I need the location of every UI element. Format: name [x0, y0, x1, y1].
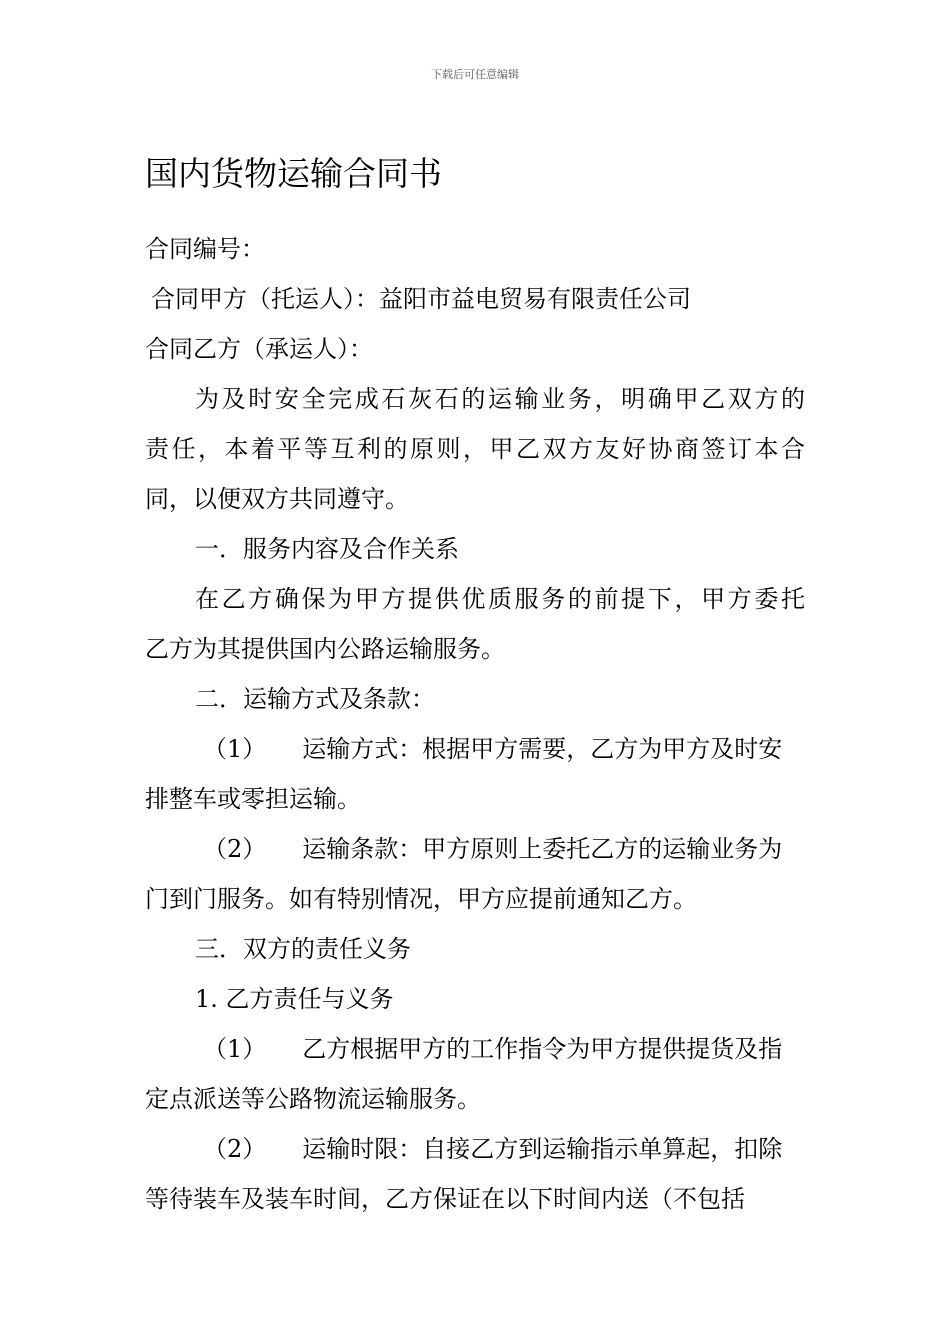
- section-3-item-1: [145, 1024, 805, 1074]
- item-text: 运输时限：自接乙方到运输指示单算起，扣除: [302, 1135, 783, 1163]
- item-number: （1）: [203, 1035, 267, 1063]
- intro-paragraph-line: 同，以便双方共同遵守。: [145, 485, 409, 513]
- section-1-paragraph-line: 乙方为其提供国内公路运输服务。: [145, 635, 505, 663]
- section-1-paragraph-line: 在乙方确保为甲方提供优质服务的前提下，甲方委托: [195, 585, 805, 613]
- item-text: 运输条款：甲方原则上委托乙方的运输业务为: [302, 835, 783, 863]
- item-number: （1）: [203, 735, 267, 763]
- document-title: 国内货物运输合同书: [145, 154, 442, 193]
- intro-paragraph-line: 为及时安全完成石灰石的运输业务，明确甲乙双方的: [195, 385, 805, 413]
- party-b-line: 合同乙方（承运人）：: [145, 335, 373, 363]
- section-2-item-1: [145, 724, 805, 774]
- section-2-item-2-continuation: 门到门服务。如有特别情况，甲方应提前通知乙方。: [145, 885, 697, 913]
- item-number: （2）: [203, 835, 267, 863]
- item-text: 运输方式：根据甲方需要，乙方为甲方及时安: [302, 735, 783, 763]
- item-text: 乙方根据甲方的工作指令为甲方提供提货及指: [302, 1035, 783, 1063]
- section-3-item-2-continuation: 等待装车及装车时间，乙方保证在以下时间内送（不包括: [145, 1185, 745, 1213]
- section-1-heading: 一．服务内容及合作关系: [195, 535, 459, 563]
- section-3-subheading: 1. 乙方责任与义务: [195, 985, 394, 1013]
- contract-number-line: 合同编号：: [145, 235, 265, 263]
- header-note: 下载后可任意编辑: [431, 68, 519, 81]
- section-2-item-2: [145, 824, 805, 874]
- section-2-item-1-continuation: 排整车或零担运输。: [145, 785, 361, 813]
- section-3-heading: 三．双方的责任义务: [195, 935, 411, 963]
- document-body: [145, 224, 805, 1224]
- party-a-line: 合同甲方（托运人）：益阳市益电贸易有限责任公司: [151, 285, 691, 313]
- section-3-item-1-continuation: 定点派送等公路物流运输服务。: [145, 1085, 481, 1113]
- section-2-heading: 二．运输方式及条款：: [195, 685, 435, 713]
- section-3-item-2: [145, 1124, 805, 1174]
- intro-paragraph-line: 责任，本着平等互利的原则，甲乙双方友好协商签订本合: [145, 435, 805, 463]
- item-number: （2）: [203, 1135, 267, 1163]
